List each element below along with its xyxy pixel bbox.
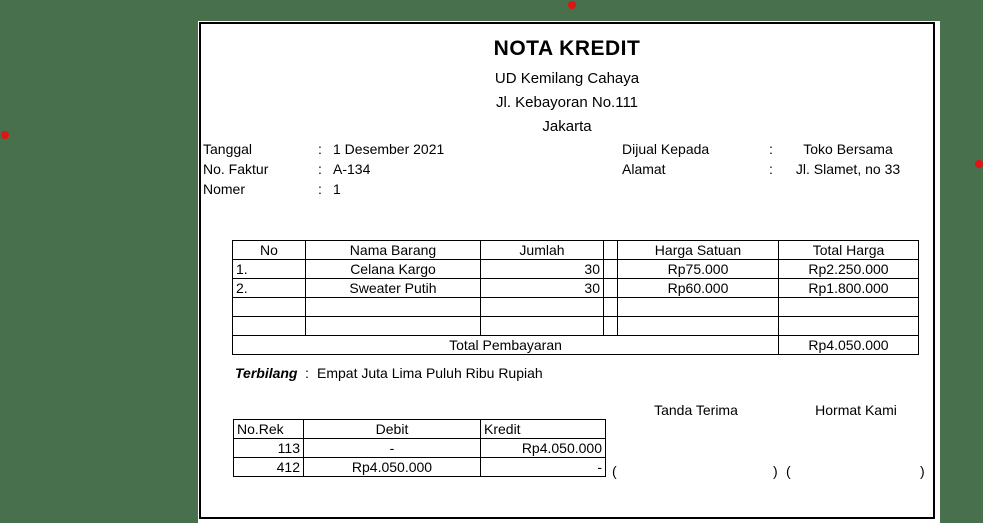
meta-row-nomer [203, 179, 603, 199]
ledger-header-debit: Debit [304, 420, 481, 439]
ledger-row [234, 439, 606, 458]
meta-label: Dijual Kepada [622, 141, 710, 157]
item-nama: Sweater Putih [306, 279, 481, 298]
meta-value: A-134 [333, 161, 371, 177]
item-total: Rp1.800.000 [779, 279, 919, 298]
item-row-empty [233, 317, 919, 336]
items-header-nama: Nama Barang [306, 241, 481, 260]
signature-label-tanda-terima: Tanda Terima [654, 402, 738, 418]
signature-paren-open-left: ( [612, 463, 617, 479]
item-harga: Rp60.000 [618, 279, 779, 298]
items-header-no: No [233, 241, 306, 260]
meta-separator: : [318, 181, 322, 197]
item-jumlah [481, 317, 604, 336]
red-marker-dot-right [975, 160, 983, 168]
meta-value: 1 [333, 181, 341, 197]
signature-paren-close-right: ) [920, 463, 925, 479]
items-total-row [233, 336, 919, 355]
red-marker-dot-left [1, 131, 9, 139]
meta-value: 1 Desember 2021 [333, 141, 445, 157]
item-row-empty [233, 298, 919, 317]
meta-label: Nomer [203, 181, 246, 197]
terbilang-label: Terbilang [235, 365, 298, 381]
items-header-row [233, 241, 919, 260]
signature-paren-open-right: ( [786, 463, 791, 479]
ledger-debit: Rp4.050.000 [304, 458, 481, 477]
item-harga [618, 298, 779, 317]
items-header-jumlah: Jumlah [481, 241, 604, 260]
red-marker-dot-top [568, 1, 576, 9]
item-harga [618, 317, 779, 336]
item-nama [306, 317, 481, 336]
meta-label: No. Faktur [203, 161, 269, 177]
document-title: NOTA KREDIT [493, 37, 641, 60]
item-nama [306, 298, 481, 317]
item-total [779, 317, 919, 336]
ledger-row [234, 458, 606, 477]
item-no [233, 298, 306, 317]
item-no: 2. [233, 279, 306, 298]
meta-value: Toko Bersama [803, 141, 893, 157]
terbilang-value: Empat Juta Lima Puluh Ribu Rupiah [317, 365, 543, 381]
terbilang-row [198, 363, 936, 383]
items-header-harga-satuan: Harga Satuan [618, 241, 779, 260]
item-spacer [604, 298, 618, 317]
meta-separator: : [318, 141, 322, 157]
meta-row-alamat [622, 159, 932, 179]
invoice-page [198, 21, 940, 523]
item-spacer [604, 317, 618, 336]
ledger-header-no-rek: No.Rek [234, 420, 304, 439]
total-pembayaran-label: Total Pembayaran [233, 336, 779, 355]
meta-separator: : [318, 161, 322, 177]
total-pembayaran-value: Rp4.050.000 [779, 336, 919, 355]
ledger-kredit: Rp4.050.000 [481, 439, 606, 458]
items-table [232, 240, 919, 355]
meta-row-tanggal [203, 139, 603, 159]
item-spacer [604, 279, 618, 298]
item-total [779, 298, 919, 317]
meta-label: Alamat [622, 161, 666, 177]
item-no [233, 317, 306, 336]
company-city: Jakarta [542, 118, 592, 135]
ledger-table [233, 419, 606, 477]
item-jumlah: 30 [481, 260, 604, 279]
item-no: 1. [233, 260, 306, 279]
item-nama: Celana Kargo [306, 260, 481, 279]
meta-separator: : [769, 161, 773, 177]
ledger-header-row [234, 420, 606, 439]
meta-value: Jl. Slamet, no 33 [795, 161, 901, 177]
meta-separator: : [769, 141, 773, 157]
item-spacer [604, 260, 618, 279]
invoice-meta-left [203, 139, 603, 199]
item-row [233, 279, 919, 298]
ledger-no-rek: 113 [234, 439, 304, 458]
items-header-spacer [604, 241, 618, 260]
company-block [198, 67, 936, 139]
invoice-meta-right [622, 139, 932, 179]
company-address: Jl. Kebayoran No.111 [495, 94, 639, 111]
ledger-debit: - [304, 439, 481, 458]
item-row [233, 260, 919, 279]
signature-paren-close-left: ) [773, 463, 778, 479]
signature-label-hormat-kami: Hormat Kami [815, 402, 897, 418]
ledger-no-rek: 412 [234, 458, 304, 477]
items-header-total-harga: Total Harga [779, 241, 919, 260]
meta-label: Tanggal [203, 141, 253, 157]
item-jumlah [481, 298, 604, 317]
item-jumlah: 30 [481, 279, 604, 298]
company-name: UD Kemilang Cahaya [494, 70, 640, 87]
item-harga: Rp75.000 [618, 260, 779, 279]
meta-row-dijual-kepada [622, 139, 932, 159]
terbilang-separator: : [305, 365, 309, 381]
meta-row-no-faktur [203, 159, 603, 179]
ledger-kredit: - [481, 458, 606, 477]
ledger-header-kredit: Kredit [481, 420, 606, 439]
item-total: Rp2.250.000 [779, 260, 919, 279]
